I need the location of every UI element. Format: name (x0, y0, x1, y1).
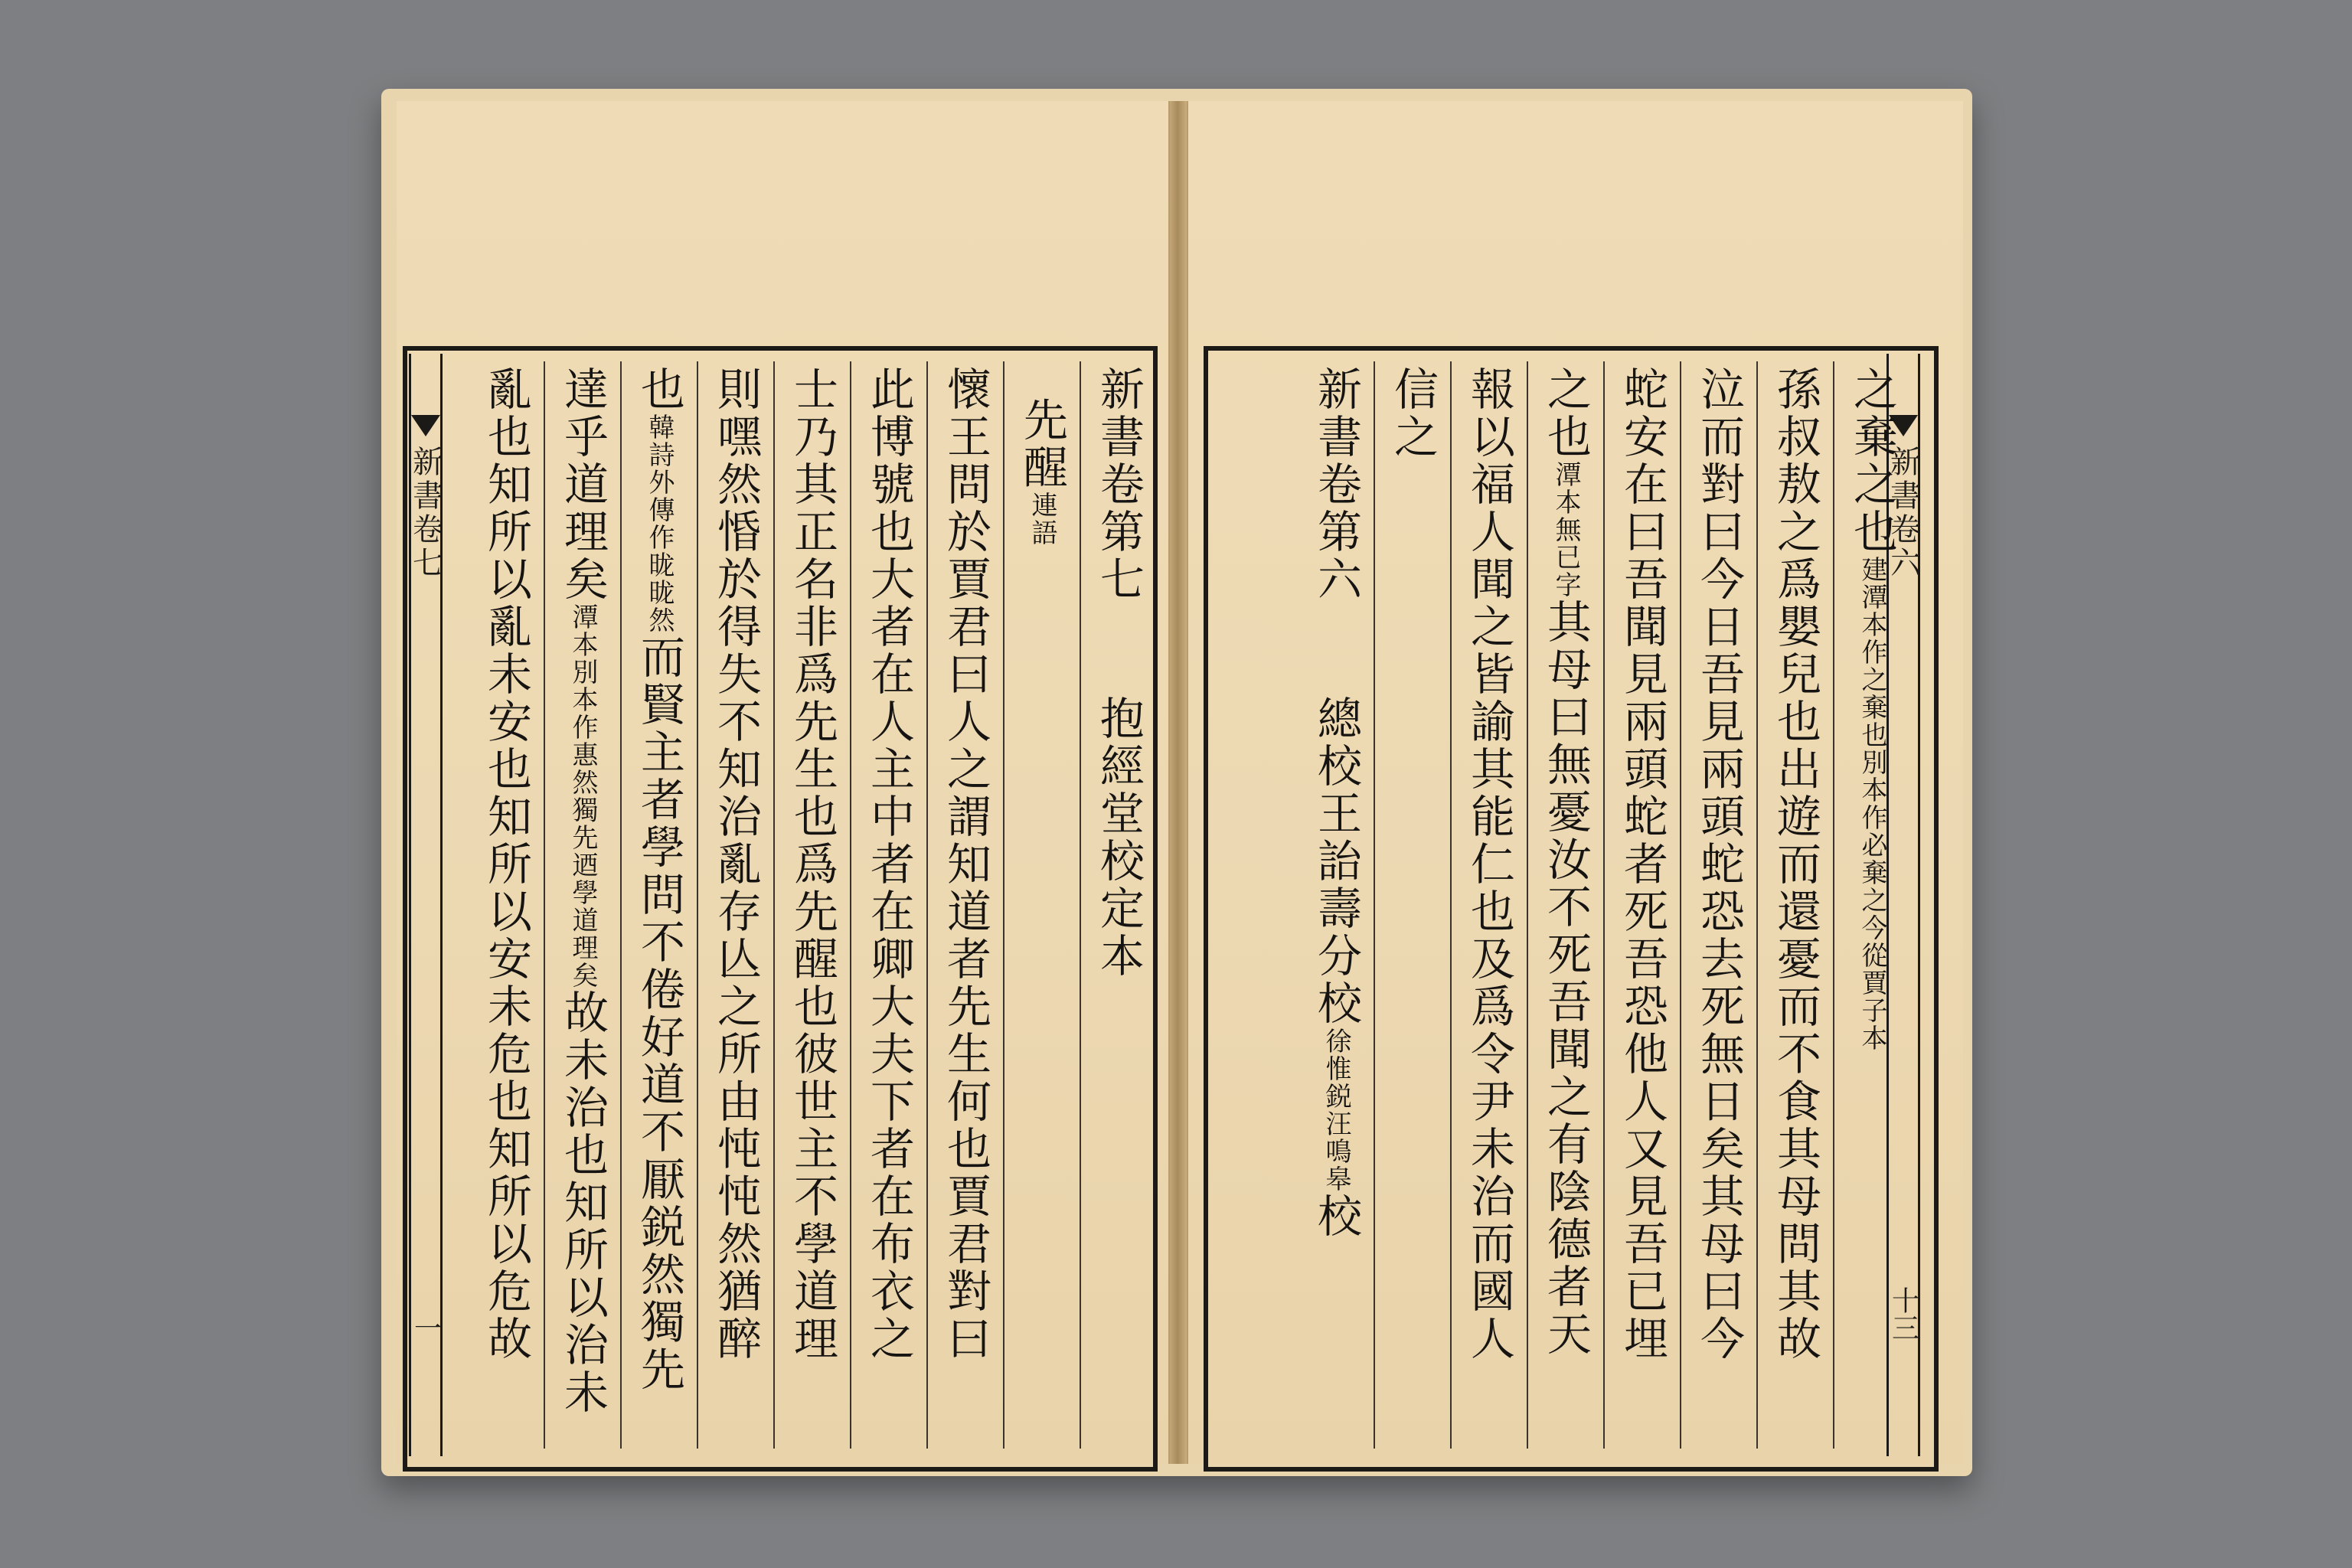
text-column: 此博號也大者在人主中者在卿大夫下者在布衣之 (850, 361, 926, 1449)
text-column (620, 361, 697, 1449)
left-fold-title: 新書卷七 (407, 446, 443, 580)
right-fold-title: 新書卷六 (1885, 446, 1921, 580)
text-segment: 故未治也知所以治未 (557, 989, 609, 1416)
text-segment: 之棄之也 (1846, 366, 1898, 556)
book-gutter (1168, 101, 1187, 1464)
editor-names: 徐惟鋭汪鳴皋 (1321, 1027, 1351, 1193)
editor-credit-end: 校 (1310, 1193, 1362, 1240)
text-segment: 而賢主者學問不倦好道不厭鋭然獨先 (633, 634, 685, 1393)
text-column: 懷王問於賈君曰人之謂知道者先生何也賈君對曰 (926, 361, 1003, 1449)
right-page-text (1282, 361, 1909, 1449)
editor-credit: 總校王詒壽分校 (1310, 695, 1362, 1027)
text-column (1527, 361, 1603, 1449)
open-book (381, 89, 1972, 1476)
text-column: 則嘿然惛於得失不知治亂存亾之所由忳忳然猶醉 (697, 361, 773, 1449)
text-column: 孫叔敖之爲嬰兒也出遊而還憂而不食其母問其故 (1756, 361, 1833, 1449)
text-column: 士乃其正名非爲先生也爲先醒也彼世主不學道理 (773, 361, 850, 1449)
text-column (1833, 361, 1909, 1449)
text-column: 信之 (1374, 361, 1450, 1449)
text-column: 泣而對曰今日吾見兩頭蛇恐去死無日矣其母曰今 (1680, 361, 1756, 1449)
text-segment: 達乎道理矣 (557, 366, 609, 603)
chapter-end-title: 新書卷第六 (1310, 366, 1362, 603)
left-page-fold-margin (409, 354, 443, 1456)
fishtail-ornament-icon (411, 415, 440, 436)
text-column (1298, 361, 1374, 1449)
edition-label: 抱經堂校定本 (1093, 695, 1145, 980)
left-page-text (482, 361, 1156, 1449)
commentary-note: 潭本別本作惠然獨先迺學道理矣 (567, 603, 598, 989)
text-column (544, 361, 620, 1449)
text-column: 亂也知所以亂未安也知所以安未危也知所以危故 (480, 366, 532, 1363)
section-heading: 先醒 (1016, 397, 1068, 492)
text-column (1003, 361, 1080, 1449)
text-column: 報以福人聞之皆諭其能仁也及爲令尹未治而國人 (1450, 361, 1527, 1449)
chapter-title: 新書卷第七 (1093, 366, 1145, 603)
commentary-note: 建潭本作之棄也別本作必棄之今從賈子本 (1857, 556, 1887, 1052)
right-page (1187, 101, 1963, 1464)
left-page (397, 101, 1170, 1464)
section-note: 連語 (1027, 492, 1057, 547)
commentary-note: 潭本無已字 (1550, 461, 1581, 599)
left-fold-page-number: 一 (410, 1314, 442, 1341)
text-segment: 之也 (1540, 366, 1592, 461)
right-fold-page-number: 十三 (1887, 1286, 1919, 1341)
text-segment: 也 (633, 366, 685, 413)
text-column: 蛇安在曰吾聞見兩頭蛇者死吾恐他人又見吾已埋 (1603, 361, 1680, 1449)
text-segment: 其母曰無憂汝不死吾聞之有陰德者天 (1540, 599, 1592, 1358)
commentary-note: 韓詩外傳作昽昽然 (644, 413, 675, 634)
text-column (1080, 361, 1156, 1449)
